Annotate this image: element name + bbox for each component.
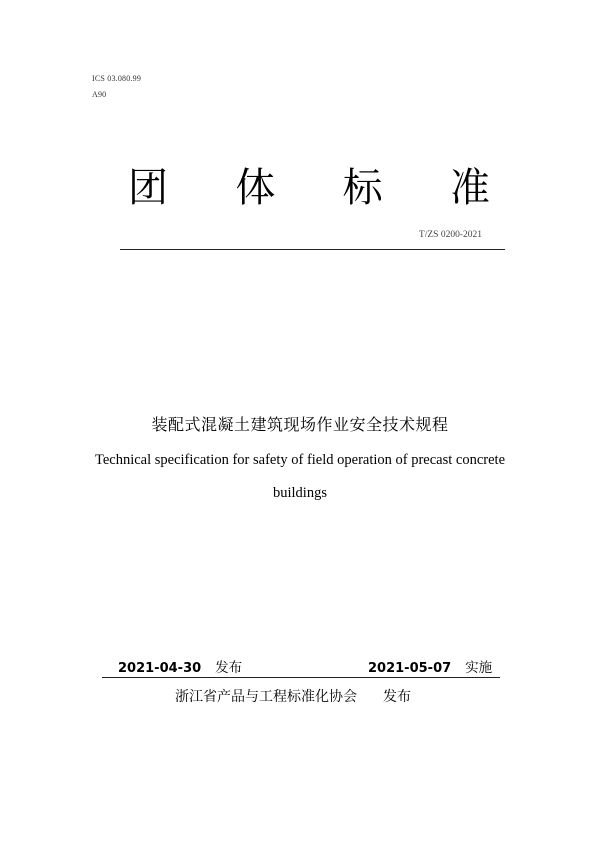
title-char-3: 标 [342,165,383,211]
english-title-line-1: Technical specification for safety of field operation of precast concrete [94,452,506,468]
chinese-title: 装配式混凝土建筑现场作业安全技术规程 [151,415,449,434]
top-divider [120,249,505,250]
implement-date-block [368,656,492,676]
english-title-line-2: buildings [273,485,327,501]
standard-number: T/ZS 0200-2021 [418,230,482,240]
bottom-divider [102,677,500,678]
publish-date: 2021-04-30 [118,661,202,676]
standard-type-title [128,160,490,216]
issuer-block [175,686,411,706]
issuer-name: 浙江省产品与工程标准化协会 [175,689,357,705]
ics-code: ICS 03.080.99 [92,74,142,83]
implement-date: 2021-05-07 [368,661,452,676]
implement-label: 实施 [465,660,493,676]
title-char-2: 体 [235,165,276,211]
publish-date-block [118,656,242,676]
title-char-4: 准 [449,165,490,211]
issuer-label: 发布 [383,689,411,705]
publish-label: 发布 [215,660,243,676]
title-char-1: 团 [128,165,168,211]
category-code: A90 [92,90,107,99]
